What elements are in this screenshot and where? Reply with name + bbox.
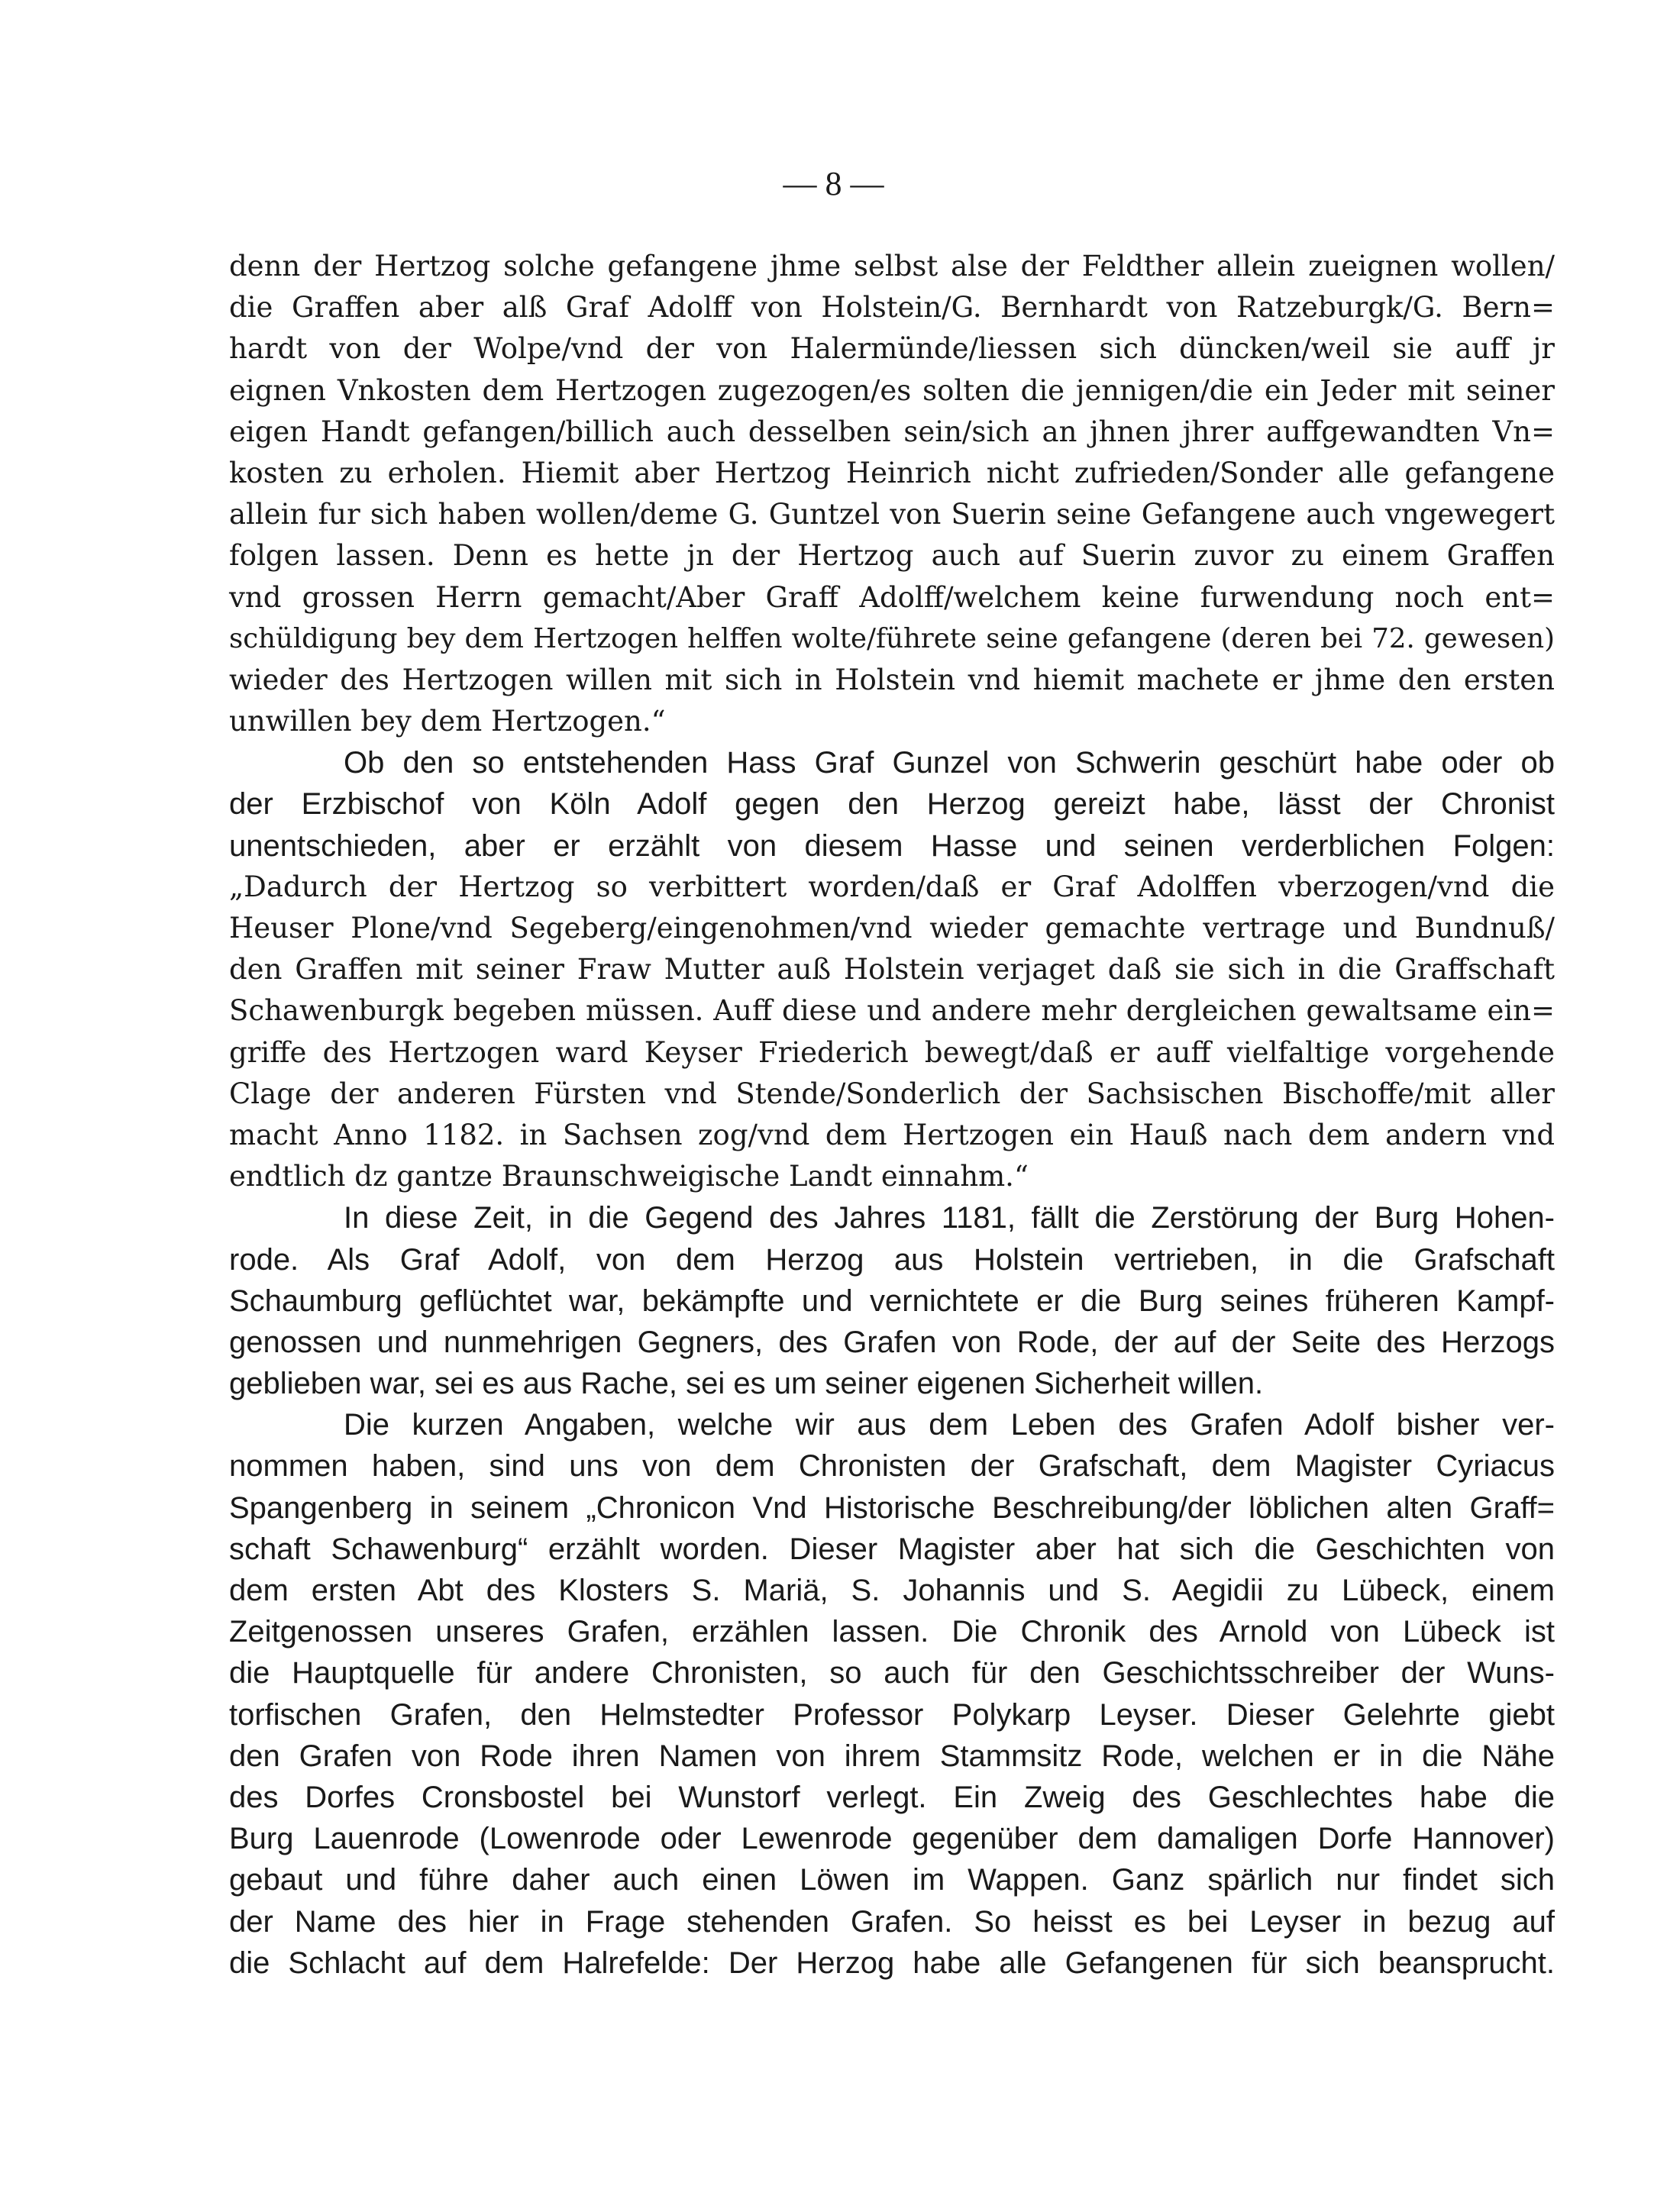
text-line: den Grafen von Rode ihren Namen von ihrem Stammsitz Rode, welchen er in die Nähe [229, 1739, 1555, 1773]
text-line: Spangenberg in seinem „Chronicon Vnd Historische Beschreibung/der löblichen alten Graff= [229, 1490, 1555, 1525]
fraktur-quote-line: hardt von der Wolpe/vnd der von Halermünde/liessen sich düncken/weil sie auff jr [229, 332, 1555, 366]
text-line: torfischen Grafen, den Helmstedter Professor Polykarp Leyser. Dieser Gelehrte giebt [229, 1697, 1555, 1732]
text-line: des Dorfes Cronsbostel bei Wunstorf verlegt. Ein Zweig des Geschlechtes habe die [229, 1780, 1555, 1814]
text-line: geblieben war, sei es aus Rache, sei es um seiner eigenen Sicherheit willen. [229, 1367, 1264, 1401]
fraktur-quote-line: „Dadurch der Hertzog so verbittert worden/daß er Graf Adolffen vberzogen/vnd die [229, 870, 1555, 903]
fraktur-quote-line: vnd grossen Herrn gemacht/Aber Graff Adolff/welchem keine furwendung noch ent= [229, 580, 1555, 614]
fraktur-quote-line: folgen lassen. Denn es hette jn der Hertzog auch auf Suerin zuvor zu einem Graffen [229, 539, 1555, 573]
text-line: der Erzbischof von Köln Adolf gegen den Herzog gereizt habe, lässt der Chronist [229, 787, 1555, 822]
body-text [229, 246, 1555, 1984]
fraktur-quote-line: eignen Vnkosten dem Hertzogen zugezogen/es solten die jennigen/die ein Jeder mit seiner [229, 373, 1555, 407]
text-line: genossen und nunmehrigen Gegners, des Grafen von Rode, der auf der Seite des Herzogs [229, 1325, 1555, 1359]
text-line: unentschieden, aber er erzählt von diesem Hasse und seinen verderblichen Folgen: [229, 828, 1555, 863]
fraktur-quote-line: die Graffen aber alß Graf Adolff von Holstein/G. Bernhardt von Ratzeburgk/G. Bern= [229, 291, 1555, 325]
text-line: rode. Als Graf Adolf, von dem Herzog aus Holstein vertrieben, in die Grafschaft [229, 1242, 1555, 1277]
text-line: Die kurzen Angaben, welche wir aus dem Leben des Grafen Adolf bisher ver- [344, 1408, 1555, 1442]
text-line: die Schlacht auf dem Halrefelde: Der Herzog habe alle Gefangenen für sich beansprucht. [229, 1946, 1555, 1980]
fraktur-quote-line: denn der Hertzog solche gefangene jhme selbst alse der Feldther allein zueignen wollen/ [229, 250, 1555, 283]
fraktur-quote-line: den Graffen mit seiner Fraw Mutter auß Holstein verjaget daß sie sich in die Graffschaft [229, 953, 1555, 987]
page-number: — 8 — [783, 165, 884, 202]
fraktur-quote-line: wieder des Hertzogen willen mit sich in Holstein vnd hiemit machete er jhme den ersten [229, 663, 1555, 696]
fraktur-quote-line: allein fur sich haben wollen/deme G. Guntzel von Suerin seine Gefangene auch vngewegert [229, 498, 1555, 531]
text-line: schaft Schawenburg“ erzählt worden. Dieser Magister aber hat sich die Geschichten von [229, 1532, 1555, 1566]
fraktur-quote-line: unwillen bey dem Hertzogen.“ [229, 705, 666, 738]
text-line: die Hauptquelle für andere Chronisten, so auch für den Geschichtsschreiber der Wuns- [229, 1656, 1555, 1690]
text-line: der Name des hier in Frage stehenden Grafen. So heisst es bei Leyser in bezug auf [229, 1904, 1555, 1939]
fraktur-quote-line: Heuser Plone/vnd Segeberg/eingenohmen/vnd wieder gemachte vertrage und Bundnuß/ [229, 912, 1555, 945]
text-line: gebaut und führe daher auch einen Löwen im Wappen. Ganz spärlich nur findet sich [229, 1863, 1555, 1897]
fraktur-quote-line: macht Anno 1182. in Sachsen zog/vnd dem Hertzogen ein Hauß nach dem andern vnd [229, 1118, 1555, 1151]
fraktur-quote-line: kosten zu erholen. Hiemit aber Hertzog Heinrich nicht zufrieden/Sonder alle gefangene [229, 456, 1555, 489]
text-line: In diese Zeit, in die Gegend des Jahres 1181, fällt die Zerstörung der Burg Hohen- [344, 1201, 1555, 1235]
text-line: Zeitgenossen unseres Grafen, erzählen lassen. Die Chronik des Arnold von Lübeck ist [229, 1615, 1555, 1649]
text-line: Schaumburg geflüchtet war, bekämpfte und vernichtete er die Burg seines früheren Kampf- [229, 1284, 1555, 1318]
fraktur-quote-line: schüldigung bey dem Hertzogen helffen wolte/führete seine gefangene (deren bei 72. gewesen) [229, 622, 1555, 654]
fraktur-quote-line: endtlich dz gantze Braunschweigische Landt einnahm.“ [229, 1160, 1029, 1193]
text-line: Ob den so entstehenden Hass Graf Gunzel von Schwerin geschürt habe oder ob [344, 746, 1555, 780]
fraktur-quote-line: griffe des Hertzogen ward Keyser Friederich bewegt/daß er auff vielfaltige vorgehende [229, 1035, 1555, 1069]
fraktur-quote-line: Schawenburgk begeben müssen. Auff diese und andere mehr dergleichen gewaltsame ein= [229, 994, 1555, 1028]
text-line: dem ersten Abt des Klosters S. Mariä, S. Johannis und S. Aegidii zu Lübeck, einem [229, 1574, 1555, 1607]
fraktur-quote-line: eigen Handt gefangen/billich auch desselben sein/sich an jhnen jhrer auffgewandten Vn= [229, 415, 1555, 448]
text-line: nommen haben, sind uns von dem Chronisten der Grafschaft, dem Magister Cyriacus [229, 1449, 1555, 1484]
text-line: Burg Lauenrode (Lowenrode oder Lewenrode gegenüber dem damaligen Dorfe Hannover) [229, 1822, 1555, 1856]
fraktur-quote-line: Clage der anderen Fürsten vnd Stende/Sonderlich der Sachsischen Bischoffe/mit aller [229, 1077, 1555, 1110]
